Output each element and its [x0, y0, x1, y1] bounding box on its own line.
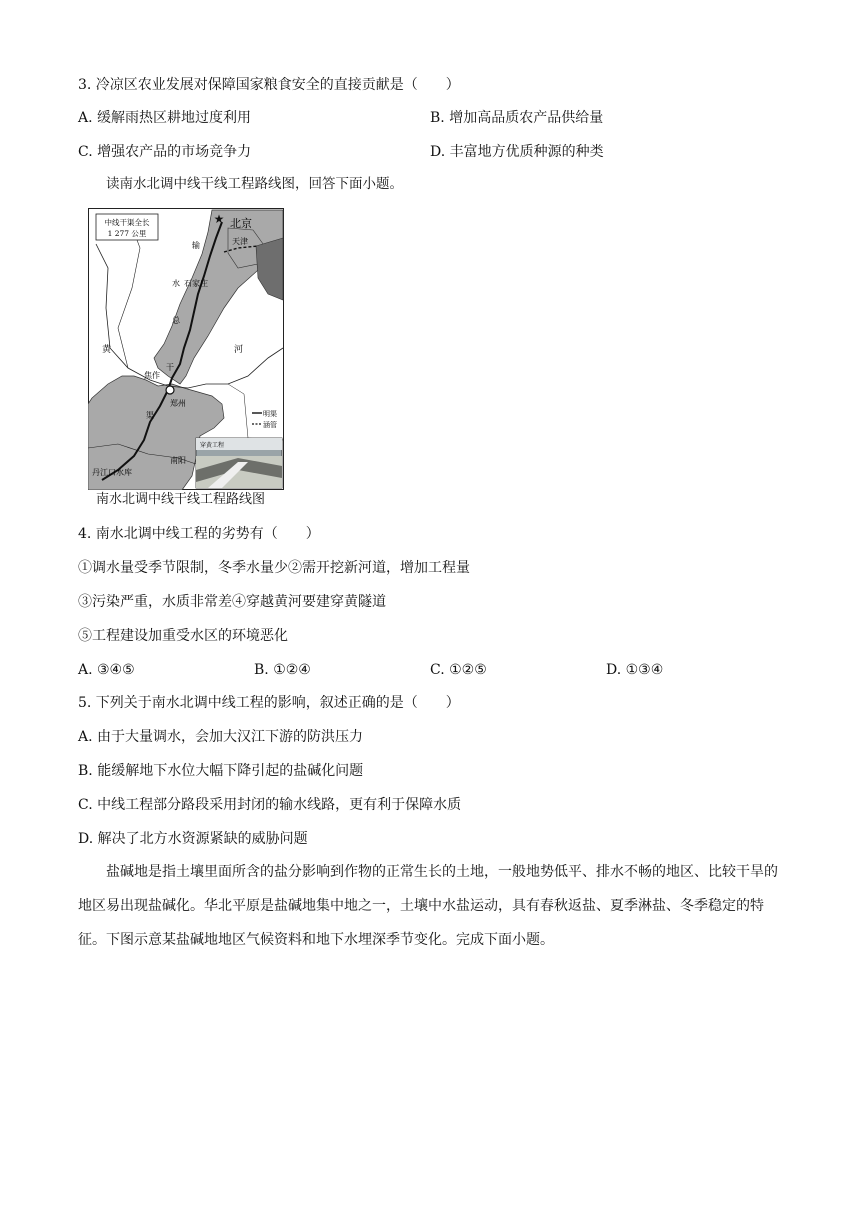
canal-char-4: 干: [166, 363, 174, 372]
q5-option-a: A. 由于大量调水，会加大汉江下游的防洪压力: [78, 729, 364, 745]
inset-photo: [196, 438, 282, 488]
q4-item-1: ①调水量受季节限制，冬季水量少②需开挖新河道，增加工程量: [78, 560, 470, 576]
label-beijing: 北京: [230, 217, 252, 230]
label-shijiazhuang: 石家庄: [184, 279, 208, 288]
label-he: 河: [234, 345, 244, 355]
canal-char-3: 总: [172, 316, 180, 325]
label-jiaozuo: 焦作: [144, 371, 160, 380]
q3-option-b: B. 增加高品质农产品供给量: [430, 110, 604, 126]
yellow-river-crossing: [166, 386, 174, 394]
q5-option-d: D. 解决了北方水资源紧缺的威胁问题: [78, 831, 308, 847]
q4-option-a: A. ③④⑤: [78, 662, 135, 678]
label-danjiangkou: 丹江口水库: [92, 468, 132, 477]
q3-stem: 3. 冷凉区农业发展对保障国家粮食安全的直接贡献是（ ）: [78, 77, 460, 93]
map-caption: 南水北调中线干线工程路线图: [96, 492, 266, 507]
beijing-star: ★: [213, 212, 225, 226]
q4-option-c: C. ①②⑤: [430, 662, 487, 678]
q3-option-d: D. 丰富地方优质种源的种类: [430, 144, 604, 160]
q3-option-c: C. 增强农产品的市场竞争力: [78, 144, 252, 160]
legend-pipe-label: 涵管: [263, 421, 277, 429]
q3-option-a: A. 缓解雨热区耕地过度利用: [78, 110, 252, 126]
q5-stem: 5. 下列关于南水北调中线工程的影响，叙述正确的是（ ）: [78, 695, 460, 711]
canal-char-5: 渠: [146, 411, 154, 420]
map-intro: 读南水北调中线干线工程路线图，回答下面小题。: [106, 176, 403, 192]
label-tianjin: 天津: [232, 237, 248, 246]
q4-item-2: ③污染严重，水质非常差④穿越黄河要建穿黄隧道: [78, 594, 386, 610]
length-box-line1: 中线干渠全长: [104, 218, 150, 227]
label-huang: 黄: [102, 345, 112, 355]
canal-char-1: 输: [192, 241, 200, 250]
legend-open-label: 明渠: [263, 410, 277, 418]
q5-option-b: B. 能缓解地下水位大幅下降引起的盐碱化问题: [78, 763, 364, 779]
saline-paragraph: 盐碱地是指土壤里面所含的盐分影响到作物的正常生长的土地，一般地势低平、排水不畅的地区、比较干旱的地区易出现盐碱化。华北平原是盐碱地集中地之一，土壤中水盐运动，具有春秋返盐、夏季淋盐、冬季稳定的特征。下图示意某盐碱地地区气候资料和地下水埋深季节变化。完成下面小题。: [78, 864, 778, 948]
canal-char-2: 水: [172, 279, 180, 288]
label-zhengzhou: 郑州: [170, 399, 186, 408]
q4-stem: 4. 南水北调中线工程的劣势有（ ）: [78, 526, 320, 542]
q4-option-b: B. ①②④: [254, 662, 311, 678]
length-box-line2: 1 277 公里: [107, 229, 147, 238]
inset-label: 穿黄工程: [200, 442, 225, 449]
label-nanyang: 南阳: [170, 456, 186, 465]
canal-route-map: [88, 208, 284, 490]
q4-option-d: D. ①③④: [606, 662, 664, 678]
q5-option-c: C. 中线工程部分路段采用封闭的输水线路，更有利于保障水质: [78, 797, 462, 813]
q4-item-3: ⑤工程建设加重受水区的环境恶化: [78, 628, 288, 644]
